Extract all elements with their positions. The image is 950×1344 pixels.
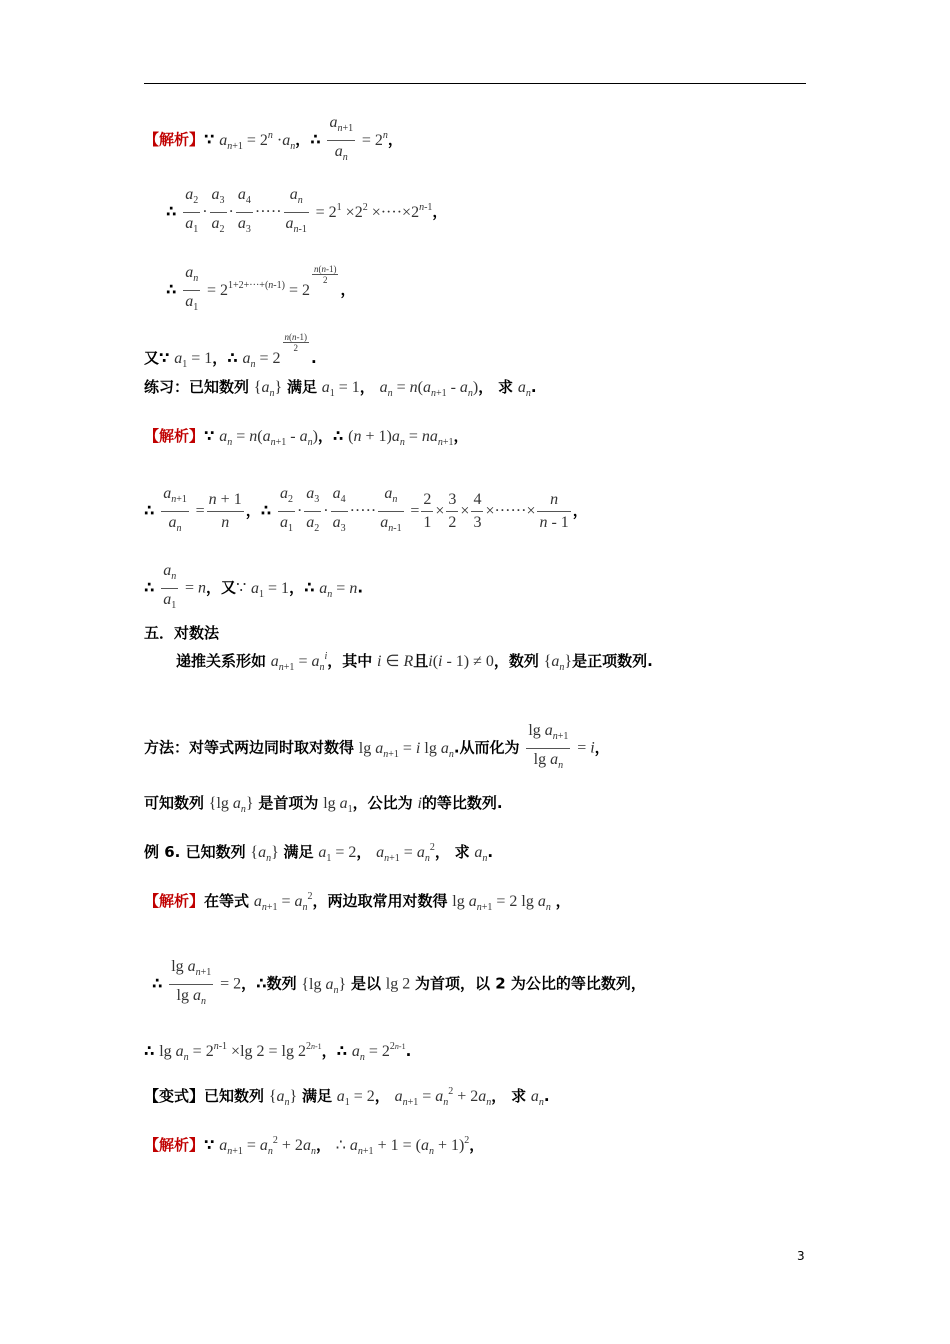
fraction: $\frac{a_{n+1}}{a_n}$ (329, 114, 354, 163)
conclusion-line: 可知数列 {lg $a_n$} 是首项为 $\lg a_1$，公比为 i的等比数列. (144, 794, 503, 815)
recurrence-description: 递推关系形如 $a_{n+1} = a_n^i$，其中 i ∈ R且i(i - 1) ≠ 0，数列 $\{a_n\}$是正项数列. (176, 651, 653, 673)
example-6: 例 6. 已知数列 $\{a_n\}$ 满足 $a_1 = 2$， $a_{n+1} = a_n^2$， 求 $a_n$. (144, 842, 494, 864)
solution-line-15: ∴ $\frac{\lg a_{n+1}}{\lg a_n}$ = 2，∴数列 {lg $a_n$} 是以 lg 2 为首项，以 2 为公比的等比数列， (152, 958, 646, 1007)
solution-line-4: 又∵ $a_1 = 1$，∴ $a_n = 2$ $\frac{n(n-1)}{2}$ . (144, 332, 317, 370)
solution-tag: 【解析】 (144, 130, 205, 149)
solution-line-7: ∴ $\frac{a_{n+1}}{a_n}$ = $\frac{n + 1}{n}$ ，∴ $\frac{a_2}{a_1}$ · $\frac{a_3}{a_2}$ · $\frac{a_4}{a_3}$ ····· $\frac{a_n}{a_{n-1}}$ = $\frac{2}{1}$ × $\frac{3}{2}$ × $\frac{4}{3}$ ×······× $\frac{n}{n - 1}$ ， (144, 485, 588, 534)
solution-line-14: 【解析】在等式 $a_{n+1} = a_n^2$，两边取常用对数得 $\lg a_{n+1} = 2$ $\lg a_n$ ， (144, 891, 571, 913)
method-line: 方法：对等式两边同时取对数得 $\lg a_{n+1} = i$ $\lg a_n$.从而化为 $\frac{\lg a_{n+1}}{\lg a_n}$ = i， (144, 722, 610, 771)
formula: $a_{n+1} = 2^n \cdot a_n$ (219, 129, 296, 152)
page-number: 3 (797, 1249, 805, 1263)
solution-line-2: ∴ $\frac{a_2}{a_1}$ · $\frac{a_3}{a_2}$ · $\frac{a_4}{a_3}$ ····· $\frac{a_n}{a_{n-1}}$ = $2^1 \times 2^2 \times\cdot\cdot\cdot\cdot\times 2^{n-1}$， (166, 186, 448, 235)
solution-line-18: 【解析】∵ $a_{n+1} = a_n^2 + 2a_n$， ∴ $a_{n+1} + 1 = (a_n + 1)^2$， (144, 1135, 485, 1157)
variant-tag: 【变式】 (144, 1087, 205, 1105)
solution-line-8: ∴ $\frac{a_n}{a_1}$ = n，又∵ $a_1 = 1$，∴ $a_n = n$. (144, 562, 364, 611)
solution-line-6: 【解析】∵ $a_n = n(a_{n+1} - a_n)$，∴ $(n + 1)a_n = na_{n+1}$， (144, 427, 469, 448)
solution-line-16: ∴ $\lg a_n = 2^{n-1} \times\lg$ $2 = \lg 2^{2n-1}$，∴ $a_n = 2^{2n-1}$. (144, 1041, 412, 1063)
exercise-line: 练习：已知数列 $\{a_n\}$ 满足 $a_1 = 1$， $a_n = n(a_{n+1} - a_n)$， 求 $a_n$. (144, 378, 537, 399)
solution-line-3: ∴ $\frac{a_n}{a_1}$ = $2^{1+2+\cdot\cdot\cdot+(n-1)} = 2$ $\frac{n(n-1)}{2}$ ， (166, 263, 356, 313)
section-heading: 五．对数法 (144, 624, 220, 642)
variant-line: 【变式】已知数列 $\{a_n\}$ 满足 $a_1 = 2$， $a_{n+1} = a_n^2 + 2a_n$， 求 $a_n$. (144, 1086, 550, 1108)
solution-line-1: 【解析】∵ $a_{n+1} = 2^n \cdot a_n$，∴ $\frac{a_{n+1}}{a_n}$ = $2^n$， (144, 112, 403, 169)
header-rule (144, 83, 806, 84)
